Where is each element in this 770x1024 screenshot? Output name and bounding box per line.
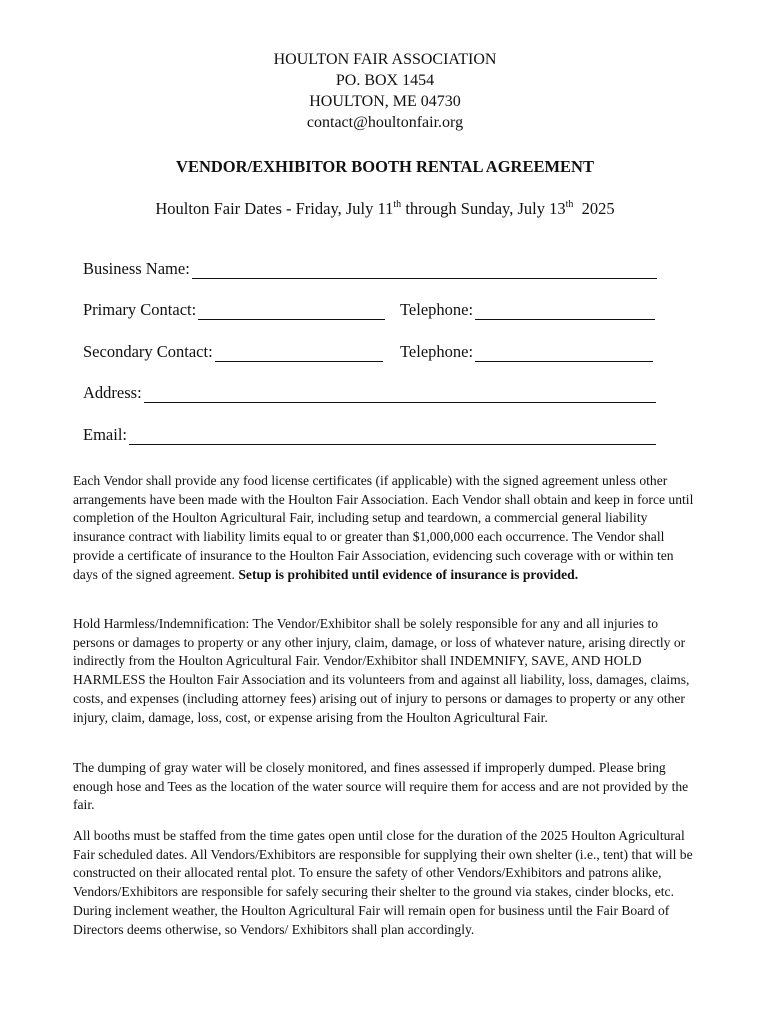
telephone2-label: Telephone: — [400, 342, 474, 361]
telephone1-label: Telephone: — [400, 300, 474, 319]
business-name-field — [83, 259, 657, 279]
fair-dates-middle: through Sunday, July 13 — [401, 199, 566, 218]
fair-dates-sup2: th — [565, 199, 574, 210]
org-city: HOULTON, ME 04730 — [309, 93, 461, 110]
address-line[interactable] — [144, 384, 656, 403]
fair-dates-suffix: 2025 — [573, 199, 615, 218]
org-name: HOULTON FAIR ASSOCIATION — [273, 51, 497, 68]
telephone2-field — [400, 342, 653, 362]
telephone1-field — [400, 300, 655, 320]
address-label: Address: — [83, 383, 142, 402]
document-title: VENDOR/EXHIBITOR BOOTH RENTAL AGREEMENT — [176, 157, 594, 176]
email-line[interactable] — [129, 426, 656, 445]
insurance-paragraph — [73, 472, 698, 584]
insurance-bold-text: Setup is prohibited until evidence of insurance is provided. — [238, 566, 579, 582]
indemnification-paragraph: Hold Harmless/Indemnification: The Vendor/Exhibitor shall be solely responsible for any and all injuries to persons or damages to property or any other injury, claim, damage, or loss of whatever nature, arising directly or indirectly from the Houlton Agricultural Fair. Vendor/Exhibitor shall INDEMNIFY, SAVE, AND HOLD HARMLESS the Houlton Fair Association and its volunteers from and against all liability, loss, damages, claims, costs, and expenses (including attorney fees) arising out of injury to persons or damages to property or any other injury, claim, damage, loss, cost, or expense arising from the Houlton Agricultural Fair. — [73, 616, 690, 725]
secondary-contact-line[interactable] — [215, 343, 383, 362]
address-field — [83, 383, 656, 403]
telephone2-line[interactable] — [475, 343, 653, 362]
org-email: contact@houltonfair.org — [306, 114, 464, 131]
booth-staffing-paragraph: All booths must be staffed from the time gates open until close for the duration of the 2025 Houlton Agricultural Fair scheduled dates. All Vendors/Exhibitors are responsible for supplying their own shelter (i.e., tent) that will be constructed on their allocated rental plot. To ensure the safety of other Vendors/Exhibitors and patrons alike, Vendors/Exhibitors are responsible for safely securing their shelter to the ground via stakes, cinder blocks, etc. During inclement weather, the Houlton Agricultural Fair will remain open for business until the Fair Board of Directors deems otherwise, so Vendors/ Exhibitors shall plan accordingly. — [73, 828, 693, 937]
business-name-line[interactable] — [192, 260, 657, 279]
org-po-box: PO. BOX 1454 — [335, 72, 435, 89]
primary-contact-label: Primary Contact: — [83, 300, 197, 319]
secondary-contact-label: Secondary Contact: — [83, 342, 213, 361]
secondary-contact-field — [83, 342, 383, 362]
email-field — [83, 425, 656, 445]
primary-contact-field — [83, 300, 385, 320]
gray-water-paragraph: The dumping of gray water will be closely monitored, and fines assessed if improperly dumped. Please bring enough hose and Tees as the location of the water source will require them for access and are not provided by the fair. — [73, 760, 689, 813]
org-header — [0, 49, 770, 133]
business-name-label: Business Name: — [83, 259, 190, 278]
fair-dates — [0, 199, 770, 219]
primary-contact-line[interactable] — [198, 301, 385, 320]
fair-dates-sup1: th — [393, 199, 402, 210]
fair-dates-prefix: Houlton Fair Dates - Friday, July 11 — [155, 199, 394, 218]
email-label: Email: — [83, 425, 127, 444]
telephone1-line[interactable] — [475, 301, 655, 320]
insurance-text: Each Vendor shall provide any food license certificates (if applicable) with the signed agreement unless other arrangements have been made with the Houlton Fair Association. Each Vendor shall obtain and keep in force until completion of the Houlton Agricultural Fair, including setup and teardown, a commercial general liability insurance contract with liability limits equal to or greater than $1,000,000 each occurrence. The Vendor shall provide a certificate of insurance to the Houlton Fair Association, evidencing such coverage with or within ten days of the signed agreement. — [73, 473, 694, 582]
